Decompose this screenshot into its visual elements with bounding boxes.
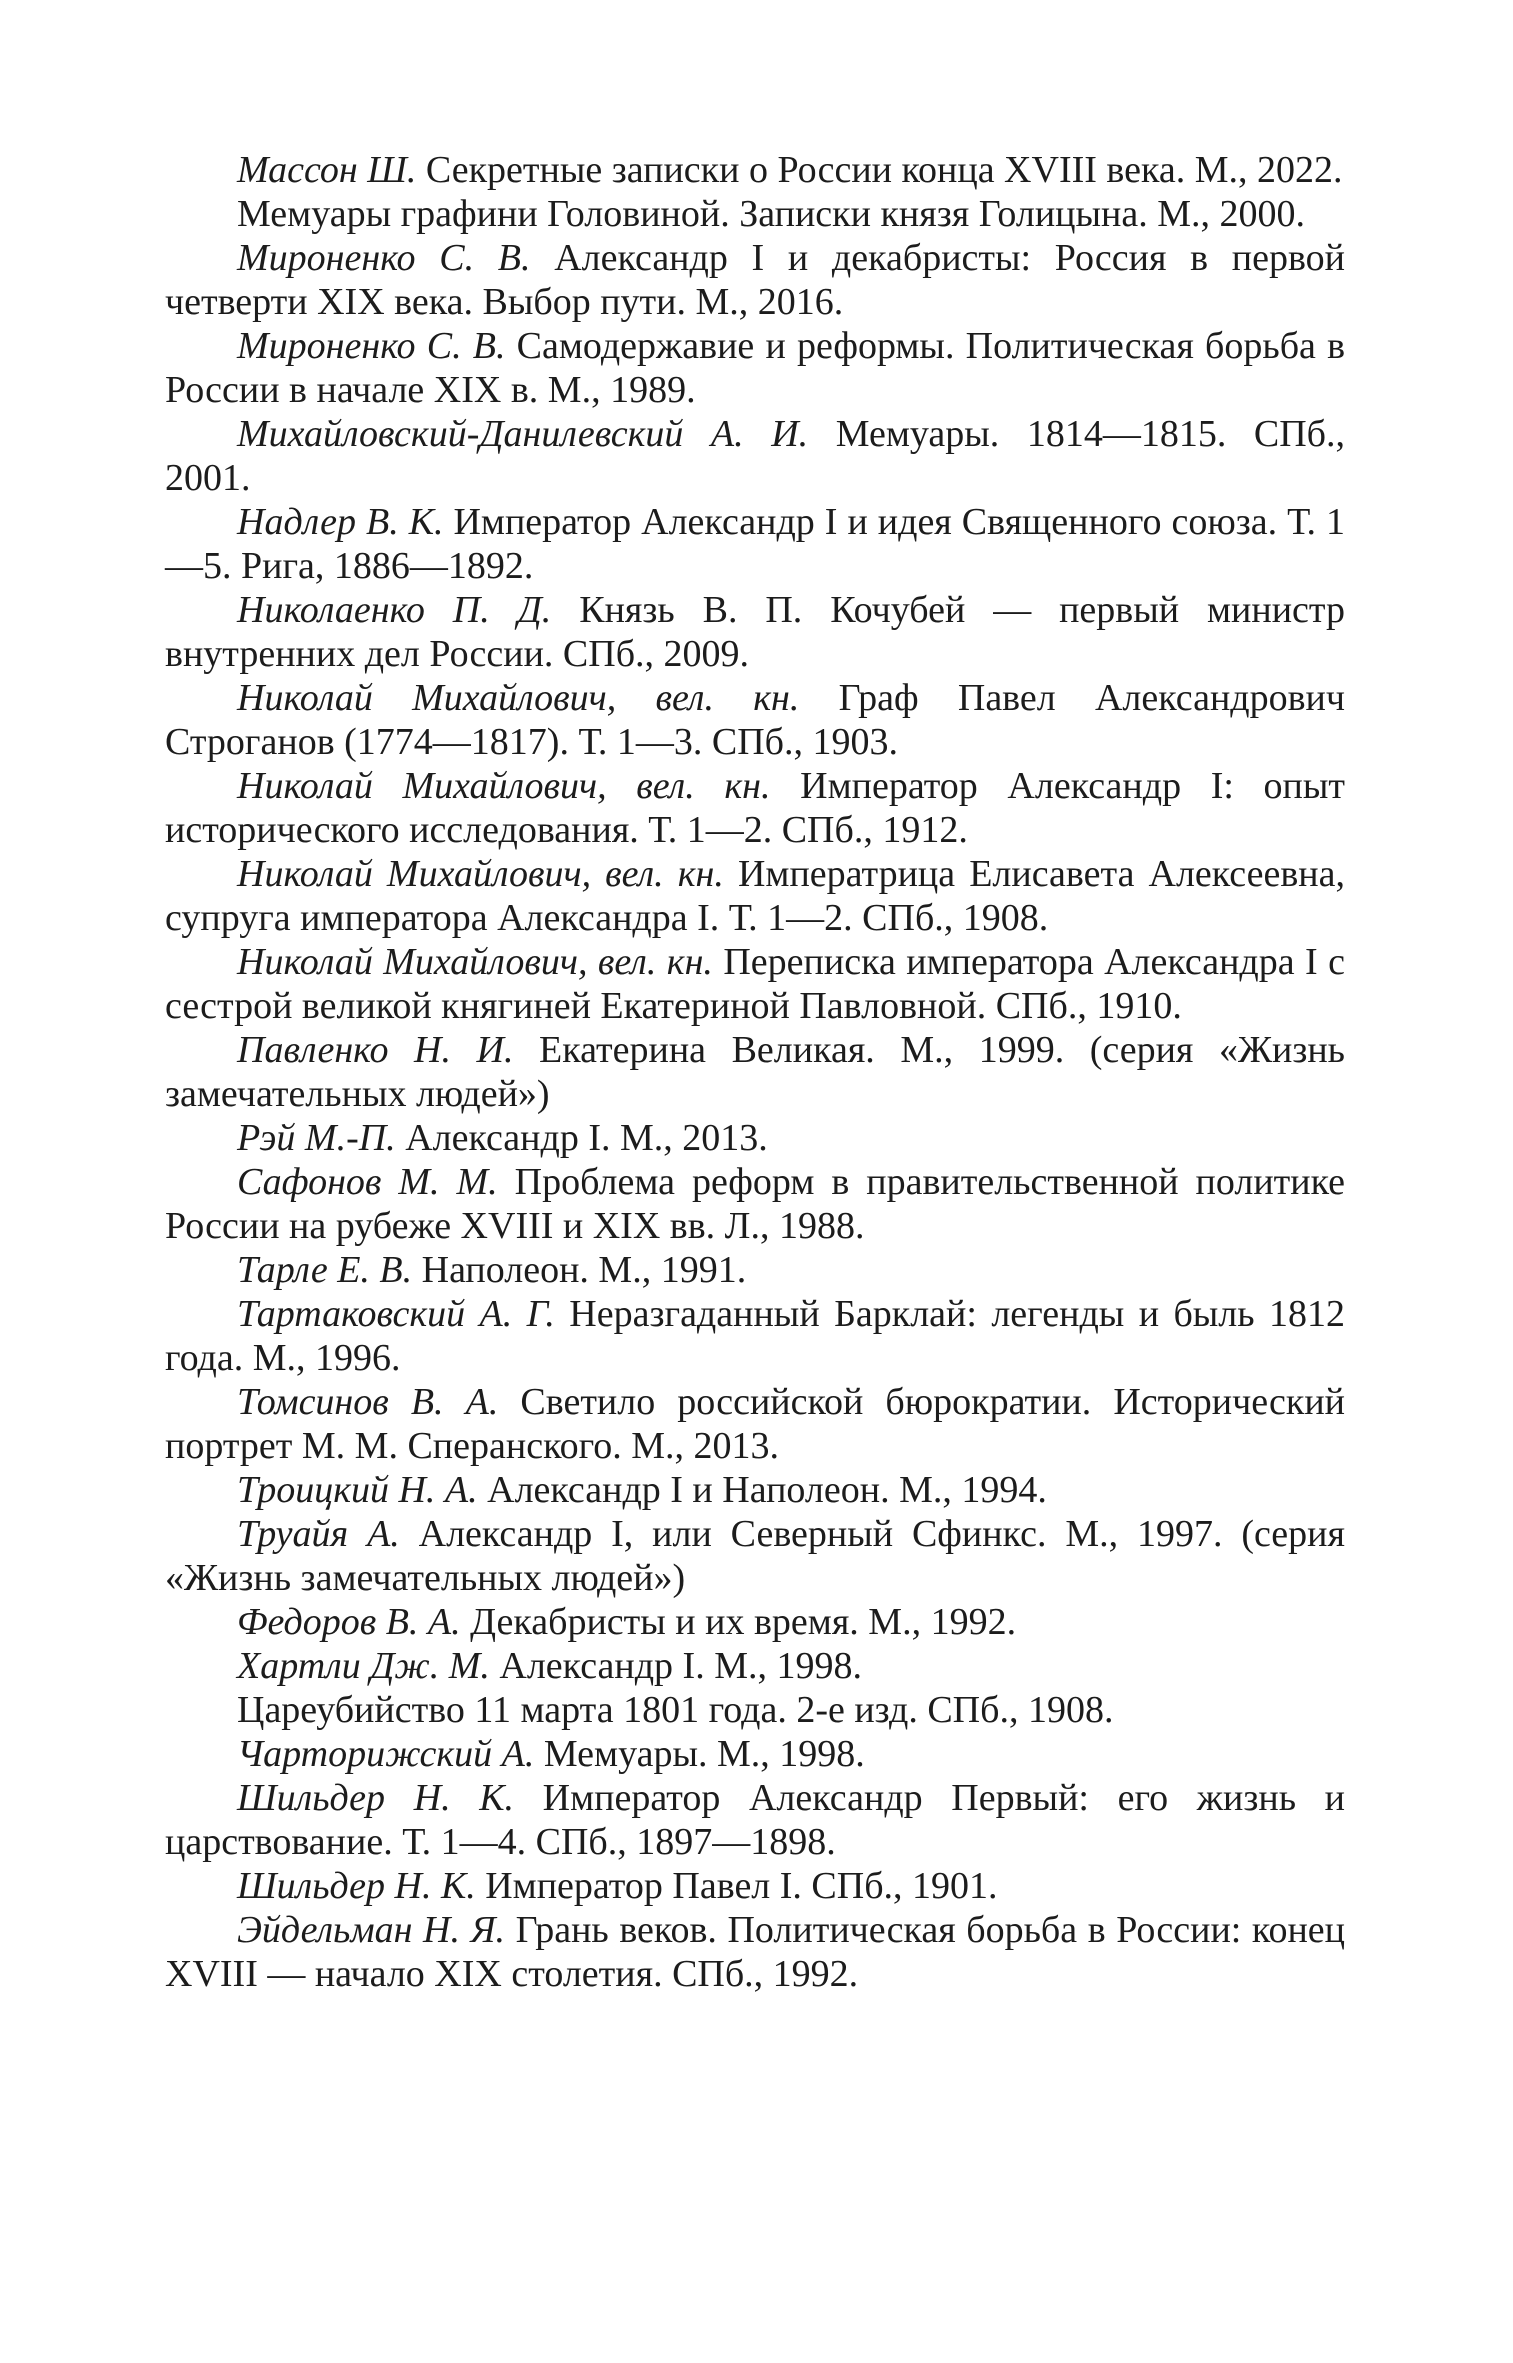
entry-text: Император Павел I. СПб., 1901. [485,1865,998,1907]
bibliography-entry [165,852,1345,940]
entry-author: Чарторижский А. [237,1733,535,1775]
entry-author: Тарле Е. В. [237,1249,413,1291]
entry-text: Граф Павел Александрович Строганов (1774—1817). Т. 1—3. СПб., 1903. [165,677,1346,763]
entry-author: Николай Михайлович, вел. кн. [237,677,800,719]
bibliography-entry [165,1380,1345,1468]
entry-text: Проблема реформ в правительственной политике России на рубеже XVIII и XIX вв. Л., 1988. [165,1161,1346,1247]
entry-author: Николай Михайлович, вел. кн. [237,853,724,895]
bibliography-entry [165,940,1345,1028]
bibliography-entry [165,1732,1345,1776]
entry-text: Екатерина Великая. М., 1999. (серия «Жизнь замечательных людей») [165,1029,1346,1115]
bibliography-entry [165,1512,1345,1600]
entry-author: Надлер В. К. [237,501,444,543]
entry-author: Мироненко С. В. [237,325,506,367]
entry-text: Цареубийство 11 марта 1801 года. 2-е изд. СПб., 1908. [237,1689,1114,1731]
entry-author: Павленко Н. И. [237,1029,514,1071]
entry-text: Александр I. М., 2013. [405,1117,768,1159]
entry-author: Сафонов М. М. [237,1161,498,1203]
entry-text: Секретные записки о России конца XVIII века. М., 2022. [425,149,1343,191]
entry-author: Труайя А. [237,1513,400,1555]
entry-text: Грань веков. Политическая борьба в России: конец XVIII — начало XIX столетия. СПб., 1992. [165,1909,1345,1995]
entry-author: Николаенко П. Д. [237,589,552,631]
bibliography-entry [165,1028,1345,1116]
bibliography-entry [165,588,1345,676]
entry-author: Эйдельман Н. Я. [237,1909,506,1951]
entry-text: Император Александр I и идея Священного союза. Т. 1—5. Рига, 1886—1892. [165,501,1345,587]
entry-author: Николай Михайлович, вел. кн. [237,941,713,983]
bibliography-entry [165,1776,1345,1864]
entry-author: Шильдер Н. К. [237,1777,515,1819]
entry-text: Александр I и декабристы: Россия в первой четверти XIX века. Выбор пути. М., 2016. [165,237,1346,323]
bibliography-entry [165,676,1345,764]
entry-text: Неразгаданный Барклай: легенды и быль 1812 года. М., 1996. [165,1293,1345,1379]
entry-text: Александр I, или Северный Сфинкс. М., 1997. (серия «Жизнь замечательных людей») [165,1513,1345,1599]
bibliography-entry [165,324,1345,412]
entry-author: Массон Ш. [237,149,417,191]
bibliography-entry [165,1688,1345,1732]
entry-author: Тартаковский А. Г. [237,1293,555,1335]
entry-text: Самодержавие и реформы. Политическая борьба в России в начале XIX в. М., 1989. [165,325,1346,411]
entry-text: Мемуары. 1814—1815. СПб., 2001. [165,413,1345,499]
bibliography-entry [165,148,1345,192]
bibliography-list [165,148,1345,1996]
bibliography-entry [165,192,1345,236]
entry-author: Хартли Дж. М. [237,1645,490,1687]
entry-author: Рэй М.-П. [237,1117,396,1159]
entry-text: Переписка императора Александра I с сестрой великой княгиней Екатериной Павловной. СПб., 1910. [165,941,1345,1027]
bibliography-entry [165,1600,1345,1644]
bibliography-entry [165,1160,1345,1248]
bibliography-entry [165,1468,1345,1512]
entry-text: Князь В. П. Кочубей — первый министр внутренних дел России. СПб., 2009. [165,589,1345,675]
entry-author: Николай Михайлович, вел. кн. [237,765,771,807]
entry-author: Федоров В. А. [237,1601,461,1643]
bibliography-entry [165,1864,1345,1908]
entry-text: Светило российской бюрократии. Исторический портрет М. М. Сперанского. М., 2013. [165,1381,1346,1467]
entry-author: Мироненко С. В. [237,237,531,279]
entry-text: Наполеон. М., 1991. [421,1249,747,1291]
bibliography-entry [165,1248,1345,1292]
bibliography-entry [165,1116,1345,1160]
bibliography-entry [165,1908,1345,1996]
entry-author: Томсинов В. А. [237,1381,499,1423]
entry-text: Император Александр Первый: его жизнь и царствование. Т. 1—4. СПб., 1897—1898. [165,1777,1346,1863]
entry-text: Императрица Елисавета Алексеевна, супруга императора Александра I. Т. 1—2. СПб., 1908. [165,853,1346,939]
bibliography-entry [165,764,1345,852]
bibliography-entry [165,500,1345,588]
bibliography-entry [165,412,1345,500]
entry-author: Шильдер Н. К. [237,1865,476,1907]
entry-text: Мемуары графини Головиной. Записки князя Голицына. М., 2000. [237,193,1306,235]
entry-text: Декабристы и их время. М., 1992. [470,1601,1017,1643]
bibliography-entry [165,1292,1345,1380]
entry-author: Михайловский-Данилевский А. И. [237,413,809,455]
entry-author: Троицкий Н. А. [237,1469,478,1511]
entry-text: Император Александр I: опыт исторического исследования. Т. 1—2. СПб., 1912. [165,765,1345,851]
entry-text: Александр I. М., 1998. [499,1645,863,1687]
entry-text: Александр I и Наполеон. М., 1994. [487,1469,1047,1511]
entry-text: Мемуары. М., 1998. [543,1733,865,1775]
bibliography-entry [165,236,1345,324]
bibliography-entry [165,1644,1345,1688]
